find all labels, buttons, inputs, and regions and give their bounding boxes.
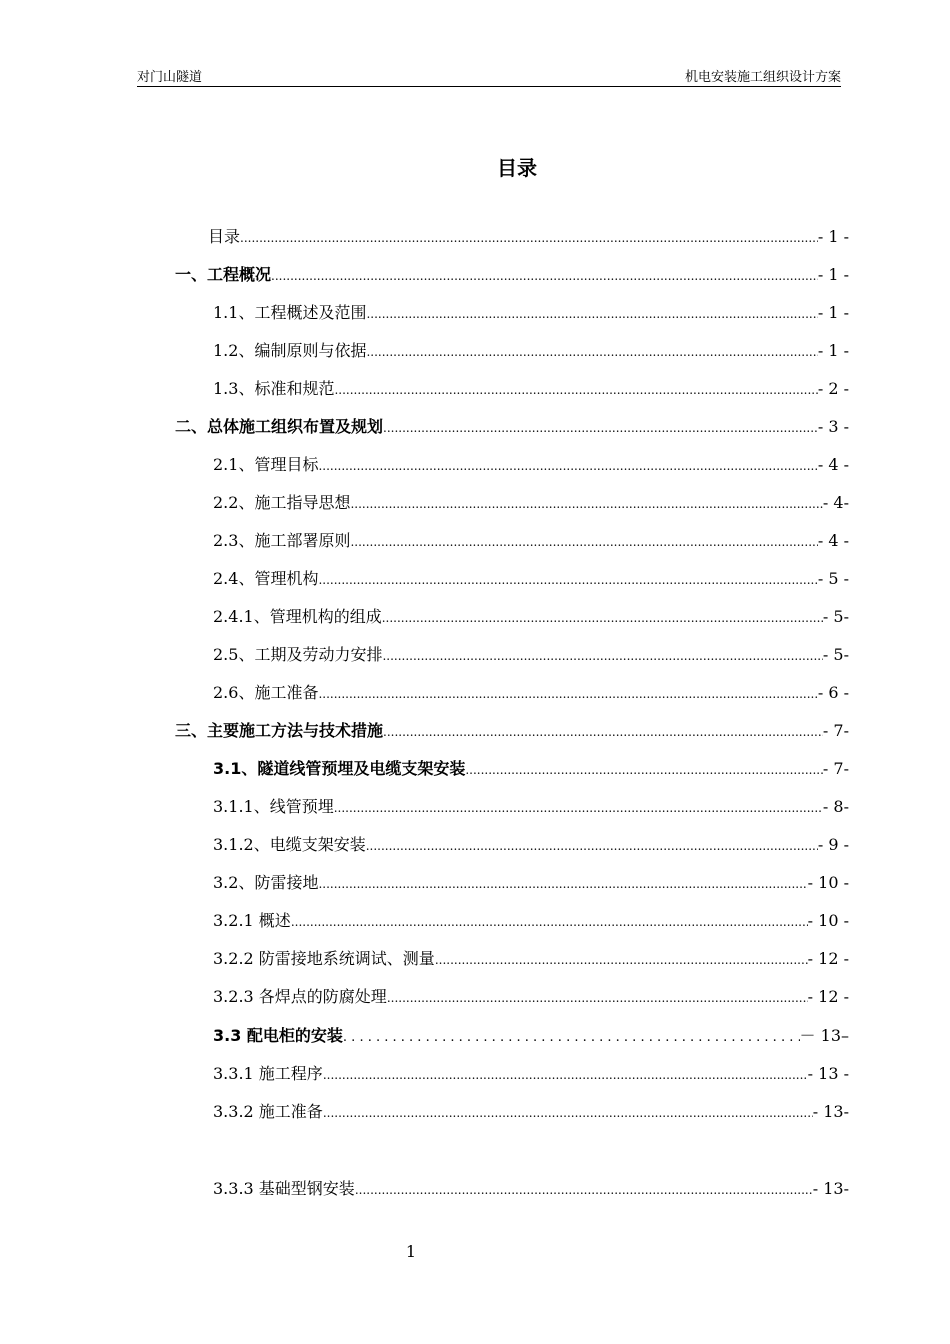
toc-entry[interactable] <box>213 985 849 1009</box>
toc-entry[interactable] <box>213 453 849 477</box>
toc-entry-label: 二、总体施工组织布置及规划 <box>175 417 384 436</box>
toc-leader <box>334 796 823 820</box>
toc-entry-page: - 13- <box>812 1102 849 1121</box>
toc-entry-label: 2.4.1、管理机构的组成 <box>213 607 382 626</box>
toc-entry-page: - 12 - <box>807 949 849 968</box>
toc-entry[interactable] <box>213 833 849 857</box>
toc-leader <box>323 1101 813 1125</box>
toc-entry-label: 3.2.3 各焊点的防腐处理 <box>213 987 387 1006</box>
toc-entry[interactable] <box>213 1024 849 1048</box>
toc-leader <box>383 720 823 744</box>
toc-entry-page: - 4 - <box>817 531 849 550</box>
toc-entry-label: 3.1.1、线管预埋 <box>213 797 334 816</box>
toc-entry-label: 1.3、标准和规范 <box>213 379 335 398</box>
toc-entry-label: 3.3.2 施工准备 <box>213 1102 323 1121</box>
toc-leader <box>318 682 817 706</box>
toc-entry-label: 1.1、工程概述及范围 <box>213 303 367 322</box>
toc-entry-label: 3.2、防雷接地 <box>213 873 319 892</box>
toc-entry-page: - 13 - <box>807 1064 849 1083</box>
toc-entry-page: － 13– <box>799 1026 849 1045</box>
toc-leader <box>334 378 817 402</box>
toc-entry-page: - 5- <box>822 645 849 664</box>
toc-leader <box>366 834 818 858</box>
toc-entry[interactable] <box>213 491 849 515</box>
toc-entry[interactable] <box>213 567 849 591</box>
toc-entry-page: - 1 - <box>817 341 849 360</box>
toc-entry-page: - 1 - <box>817 227 849 246</box>
toc-entry-label: 2.1、管理目标 <box>213 455 319 474</box>
toc-leader <box>382 606 823 630</box>
toc-leader <box>465 758 823 782</box>
toc-entry-label: 3.3 配电柜的安装 <box>213 1026 343 1045</box>
toc-entry-label: 2.3、施工部署原则 <box>213 531 351 550</box>
toc-entry[interactable] <box>213 757 849 781</box>
toc-entry[interactable] <box>208 225 849 249</box>
toc-entry[interactable] <box>213 871 849 895</box>
header-left: 对门山隧道 <box>137 70 203 85</box>
toc-entry-label: 目录 <box>208 227 241 246</box>
toc-entry-page: - 4- <box>822 493 849 512</box>
toc-entry[interactable] <box>213 339 849 363</box>
toc-entry-page: - 2 - <box>817 379 849 398</box>
toc-leader <box>343 1025 800 1050</box>
toc-leader <box>291 910 808 934</box>
toc-leader <box>323 1063 808 1087</box>
toc-entry-label: 3.2.2 防雷接地系统调试、测量 <box>213 949 435 968</box>
toc-entry-page: - 9 - <box>817 835 849 854</box>
toc-entry[interactable] <box>213 377 849 401</box>
toc-title: 目录 <box>497 156 537 180</box>
toc-entry[interactable] <box>213 909 849 933</box>
toc-entry[interactable] <box>175 263 849 287</box>
toc-entry[interactable] <box>213 1177 849 1201</box>
toc-entry-label: 3.1、隧道线管预埋及电缆支架安装 <box>213 759 466 778</box>
toc-entry[interactable] <box>175 719 849 743</box>
toc-leader <box>383 416 818 440</box>
toc-entry[interactable] <box>213 605 849 629</box>
toc-entry-label: 1.2、编制原则与依据 <box>213 341 367 360</box>
toc-entry[interactable] <box>213 643 849 667</box>
toc-entry[interactable] <box>213 681 849 705</box>
toc-entry[interactable] <box>213 1062 849 1086</box>
toc-entry[interactable] <box>213 947 849 971</box>
toc-entry[interactable] <box>213 529 849 553</box>
toc-entry-label: 2.5、工期及劳动力安排 <box>213 645 383 664</box>
toc-entry-page: - 1 - <box>817 265 849 284</box>
toc-entry-page: - 3 - <box>817 417 849 436</box>
toc-entry-label: 一、工程概况 <box>175 265 272 284</box>
toc-entry[interactable] <box>213 301 849 325</box>
toc-leader <box>240 226 818 250</box>
header-right: 机电安装施工组织设计方案 <box>684 70 841 85</box>
toc-entry[interactable] <box>213 795 849 819</box>
toc-entry-page: - 4 - <box>817 455 849 474</box>
toc-entry-page: - 1 - <box>817 303 849 322</box>
toc-leader <box>366 302 817 326</box>
page-number: 1 <box>405 1242 417 1261</box>
toc-leader <box>271 264 818 288</box>
toc-entry-label: 3.3.3 基础型钢安装 <box>213 1179 355 1198</box>
toc-leader <box>318 872 807 896</box>
toc-leader <box>350 530 817 554</box>
toc-entry-label: 三、主要施工方法与技术措施 <box>175 721 384 740</box>
toc-entry-page: - 12 - <box>807 987 849 1006</box>
toc-leader <box>355 1178 813 1202</box>
toc-leader <box>387 986 808 1010</box>
toc-leader <box>382 644 822 668</box>
toc-entry[interactable] <box>175 415 849 439</box>
toc-leader <box>350 492 822 516</box>
toc-entry-label: 2.2、施工指导思想 <box>213 493 351 512</box>
toc-entry-label: 2.6、施工准备 <box>213 683 319 702</box>
toc-entry-page: - 10 - <box>807 873 849 892</box>
toc-entry-page: - 7- <box>822 721 849 740</box>
toc-leader <box>318 454 817 478</box>
toc-leader <box>318 568 817 592</box>
toc-entry[interactable] <box>213 1100 849 1124</box>
toc-entry-page: - 8- <box>822 797 849 816</box>
toc-entry-label: 2.4、管理机构 <box>213 569 319 588</box>
toc-entry-page: - 7- <box>822 759 849 778</box>
toc-leader <box>366 340 817 364</box>
toc-entry-page: - 5 - <box>817 569 849 588</box>
toc-entry-page: - 6 - <box>817 683 849 702</box>
toc-entry-page: - 13- <box>812 1179 849 1198</box>
toc-entry-label: 3.3.1 施工程序 <box>213 1064 323 1083</box>
toc-entry-page: - 5- <box>822 607 849 626</box>
toc-entry-label: 3.1.2、电缆支架安装 <box>213 835 366 854</box>
toc-leader <box>435 948 808 972</box>
toc-entry-label: 3.2.1 概述 <box>213 911 291 930</box>
toc-entry-page: - 10 - <box>807 911 849 930</box>
